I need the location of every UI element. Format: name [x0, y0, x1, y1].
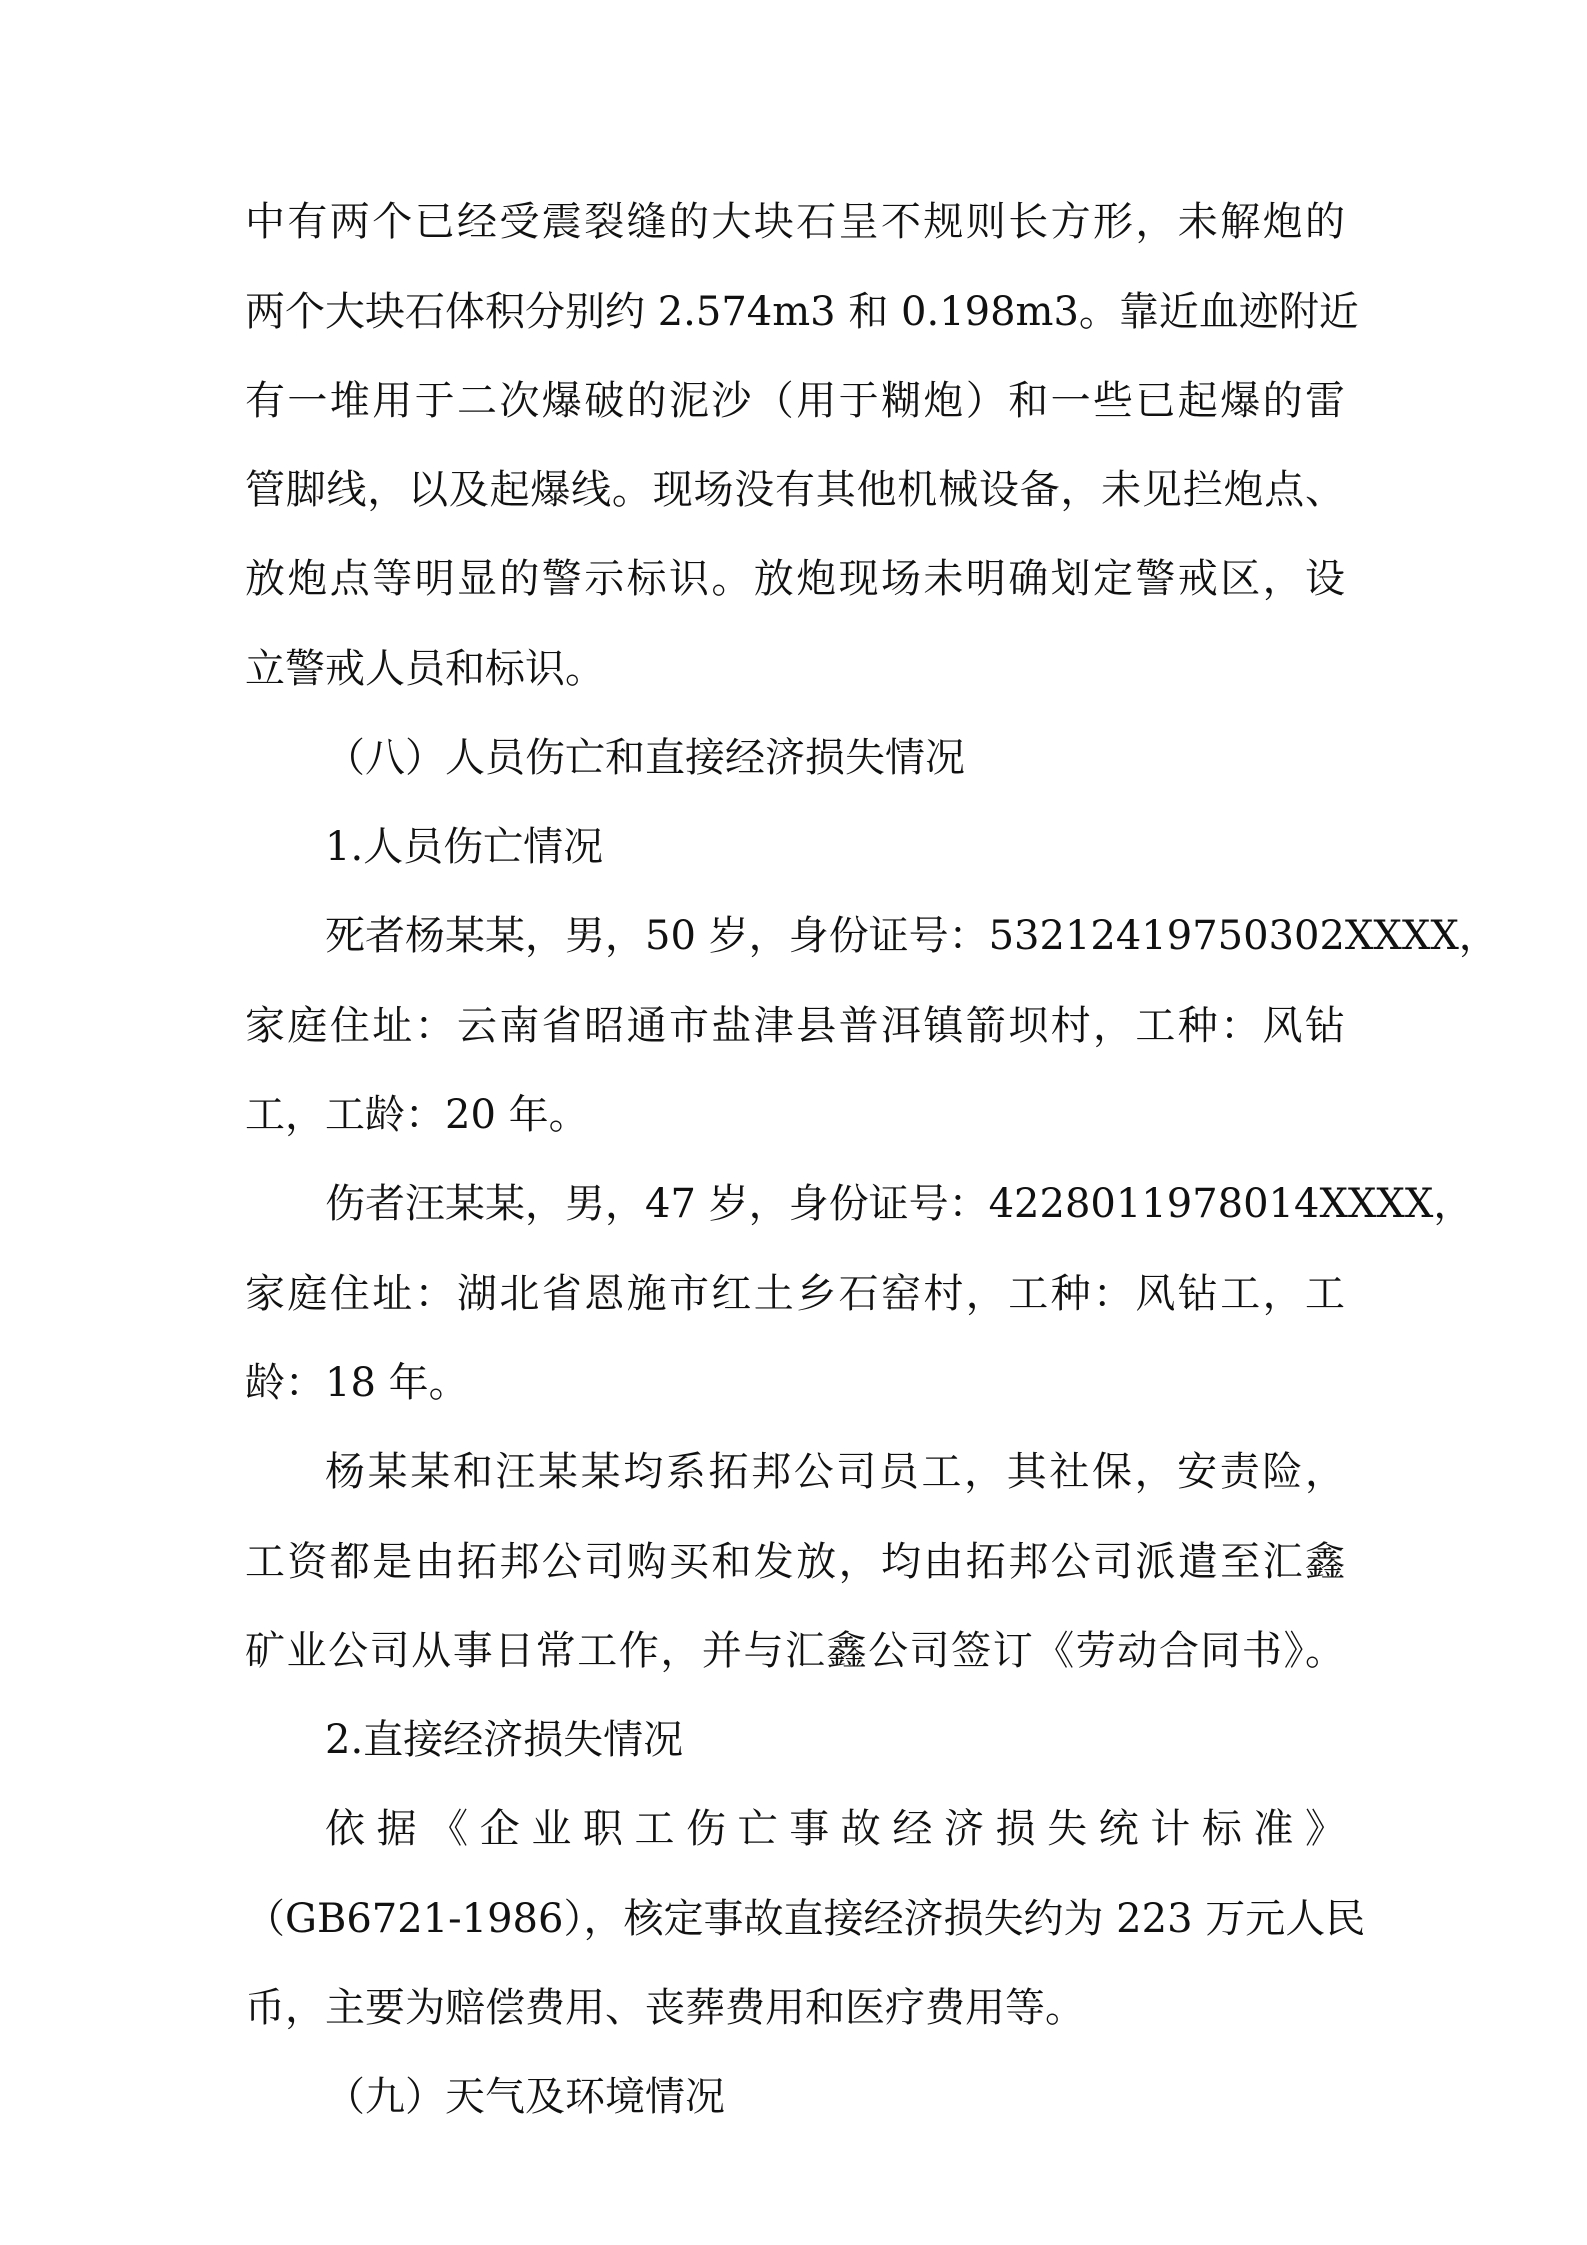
paragraph-line: 币，主要为赔偿费用、丧葬费用和医疗费用等。 — [245, 1985, 1085, 2031]
paragraph-line: 工资都是由拓邦公司购买和发放，均由拓邦公司派遣至汇鑫 — [245, 1539, 1345, 1585]
paragraph-line: 管脚线，以及起爆线。现场没有其他机械设备，未见拦炮点、 — [245, 467, 1345, 513]
paragraph-line: 家庭住址：湖北省恩施市红土乡石窑村，工种：风钻工，工 — [245, 1271, 1345, 1317]
paragraph-line: 伤者汪某某，男，47 岁，身份证号：4228011978014XXXX， — [325, 1181, 1474, 1227]
subsection-heading: 1.人员伤亡情况 — [325, 824, 604, 870]
section-heading: （八）人员伤亡和直接经济损失情况 — [325, 735, 965, 781]
paragraph-line: 立警戒人员和标识。 — [245, 646, 605, 692]
paragraph-line: 家庭住址：云南省昭通市盐津县普洱镇箭坝村，工种：风钻 — [245, 1003, 1345, 1049]
paragraph-line: 放炮点等明显的警示标识。放炮现场未明确划定警戒区，设 — [245, 556, 1345, 602]
paragraph-line: 中有两个已经受震裂缝的大块石呈不规则长方形，未解炮的 — [245, 199, 1345, 245]
paragraph-line: 工，工龄：20 年。 — [245, 1092, 589, 1138]
paragraph-line: （GB6721-1986），核定事故直接经济损失约为 223 万元人民 — [245, 1896, 1366, 1942]
paragraph-line: 杨某某和汪某某均系拓邦公司员工，其社保，安责险， — [325, 1449, 1345, 1495]
paragraph-line: 矿业公司从事日常工作，并与汇鑫公司签订《劳动合同书》。 — [245, 1628, 1345, 1674]
subsection-heading: 2.直接经济损失情况 — [325, 1717, 684, 1763]
section-heading: （九）天气及环境情况 — [325, 2074, 725, 2120]
paragraph-line: 有一堆用于二次爆破的泥沙（用于糊炮）和一些已起爆的雷 — [245, 378, 1345, 424]
paragraph-line: 依据《企业职工伤亡事故经济损失统计标准》 — [325, 1806, 1345, 1852]
paragraph-line: 死者杨某某，男，50 岁，身份证号：53212419750302XXXX， — [325, 913, 1499, 959]
paragraph-line: 龄：18 年。 — [245, 1360, 469, 1406]
paragraph-line: 两个大块石体积分别约 2.574m3 和 0.198m3。靠近血迹附近 — [245, 289, 1359, 335]
